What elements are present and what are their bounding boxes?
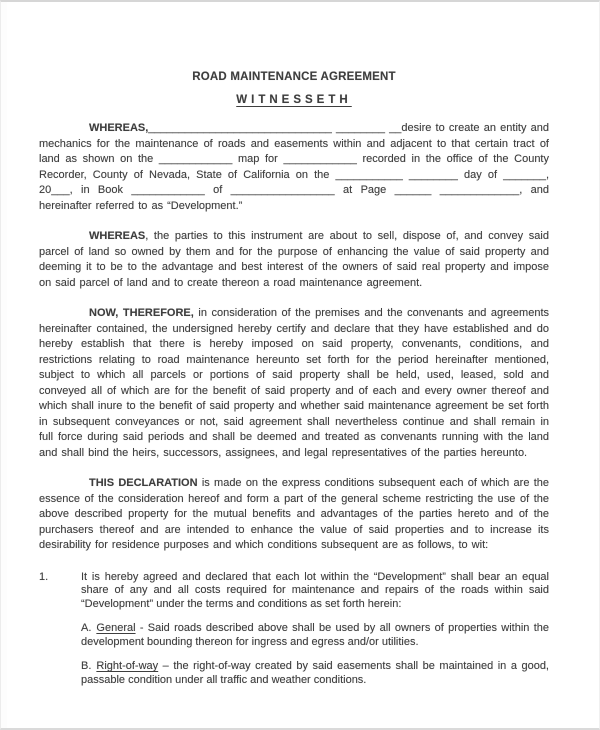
subitem-b-right-of-way (81, 660, 549, 687)
paragraph-lead: THIS DECLARATION (89, 477, 198, 489)
list-item-1 (39, 571, 549, 612)
subitem-a-general (81, 622, 549, 649)
subitem-label: A. (81, 622, 92, 634)
paragraph-whereas-parties (39, 229, 549, 291)
subitem-label: B. (81, 660, 92, 672)
subitem-text: - Said roads described above shall be used by all owners of properties within the development bounding thereon for ingress and egress and/or utilities. (81, 622, 549, 648)
paragraph-declaration (39, 476, 549, 554)
document-subtitle: WITNESSETH (236, 94, 352, 106)
paragraph-text: in consideration of the premises and the convenants and agreements hereinafter contained, the undersigned hereby certify and declare that they have established and do hereby establish that there is hereby imposed on said property, convenants, conditions, and restrictions relating to road maintenance hereunto set forth for the period hereinafter mentioned, subject to which all parcels or portions of said property shall be held, used, leased, sold and conveyed all of which are for the benefit of said property and of each and every owner thereof and which shall inure to the benefit of said property and whether said maintenance agreement be set forth in subsequent conveyances or not, said agreement shall nevertheless continue and shall remain in full force during said periods and shall be deemed and treated as convenants running with the land and shall bind the heirs, successors, assignees, and legal representatives of the parties hereunto. (39, 307, 550, 459)
subitem-text: – the right-of-way created by said easements shall be maintained in a good, passable condition under all traffic and weather conditions. (81, 660, 549, 686)
paragraph-text: , the parties to this instrument are about to sell, dispose of, and convey said parcel of land so owned by them and for the purpose of enhancing the value of said property and deeming it to be to the advantage and best interest of the owners of said real property and impose on said parcel of land and to create thereon a road maintenance agreement. (39, 230, 549, 289)
paragraph-whereas-recitals (39, 121, 549, 214)
subitem-term: Right-of-way (96, 660, 159, 672)
paragraph-lead: NOW, THEREFORE, (89, 307, 194, 319)
document-title: ROAD MAINTENANCE AGREEMENT (192, 71, 396, 83)
paragraph-now-therefore (39, 306, 549, 461)
paragraph-lead: WHEREAS, (89, 122, 149, 134)
paragraph-text: is made on the express conditions subsequent each of which are the essence of the consideration hereof and form a part of the general scheme restricting the use of the above described property for the mutual benefits and advantages of the parties hereto and of the purchasers thereof and are intended to enhance the value of said properties and to increase its desirability for residence purposes and which conditions subsequent are as follows, to wit: (39, 477, 549, 551)
list-item-number: 1. (39, 570, 49, 583)
list-item-text: It is hereby agreed and declared that each lot within the “Development” shall bear an equal share of any and all costs required for maintenance and repairs of the roads within said “Development” under the terms and conditions as set forth herein: (81, 570, 549, 610)
paragraph-text: ______________________________ ________ __desire to create an entity and mechanics for the maintenance of roads and easements within and adjacent to that certain tract of land as shown on the ____________ map for ____________ recorded in the office of the County Recorder, County of Nevada, State of California on the ___________ ________ day of _______, 20___, in Book ____________ of _________________ at Page ______ _____________, and hereinafter referred to as “Development.” (39, 122, 549, 212)
subitem-term: General (96, 622, 136, 634)
paragraph-lead: WHEREAS (89, 230, 146, 242)
